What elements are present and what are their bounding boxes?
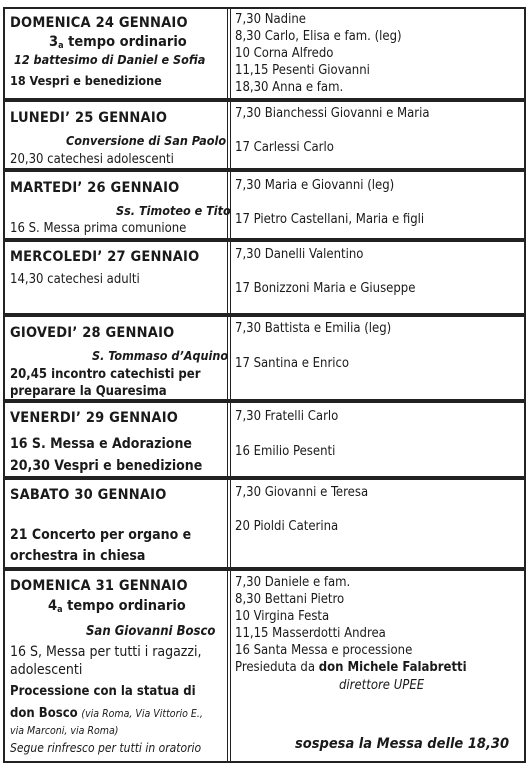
- note: orchestra in chiesa: [10, 548, 146, 564]
- mass-item: 17 Bonizzoni Maria e Giuseppe: [235, 281, 416, 296]
- mass-item: 16 Emilio Pesenti: [235, 444, 336, 459]
- column-divider: [227, 9, 231, 98]
- liturgical-time: $3_a$ tempo ordinario: [49, 34, 187, 51]
- feast-name: Conversione di San Paolo: [66, 133, 227, 148]
- feast-name: S. Tommaso d’Aquino: [92, 348, 229, 363]
- note: Segue rinfresco per tutti in oratorio: [10, 741, 202, 755]
- row-monday-25: [3, 100, 526, 170]
- mass-item: 7,30 Fratelli Carlo: [235, 409, 339, 424]
- note: 21 Concerto per organo e: [10, 527, 192, 543]
- mass-item: 10 Corna Alfredo: [235, 46, 334, 61]
- mass-item: 7,30 Daniele e fam.: [235, 575, 351, 590]
- column-divider: [227, 403, 231, 476]
- column-divider: [227, 242, 231, 313]
- feast-name: Ss. Timoteo e Tito: [116, 203, 231, 218]
- row-friday-29: [3, 401, 526, 478]
- mass-item: 7,30 Maria e Giovanni (leg): [235, 178, 395, 193]
- day-title: VENERDI’ 29 GENNAIO: [10, 410, 179, 426]
- mass-item: 17 Carlessi Carlo: [235, 140, 334, 155]
- mass-item: 10 Virgina Festa: [235, 609, 330, 624]
- route-note: via Marconi, via Roma): [10, 725, 119, 737]
- mass-item: 20 Pioldi Caterina: [235, 519, 339, 534]
- mass-item: 11,15 Masserdotti Andrea: [235, 626, 386, 641]
- row-tuesday-26: [3, 170, 526, 240]
- column-divider: [227, 102, 231, 168]
- note: adolescenti: [10, 662, 83, 678]
- day-title: DOMENICA 31 GENNAIO: [10, 578, 188, 594]
- row-sunday-24: [3, 7, 526, 100]
- column-divider: [227, 571, 231, 761]
- note: 20,45 incontro catechisti per: [10, 367, 201, 382]
- note: 14,30 catechesi adulti: [10, 272, 140, 287]
- note: 16 S, Messa per tutti i ragazzi,: [10, 644, 202, 660]
- column-divider: [227, 480, 231, 567]
- row-wednesday-27: [3, 240, 526, 315]
- note: don Bosco (via Roma, Via Vittorio E.,: [10, 706, 203, 721]
- presided-role: direttore UPEE: [339, 678, 425, 693]
- day-title: MERCOLEDI’ 27 GENNAIO: [10, 249, 200, 265]
- presided-line: Presieduta da don Michele Falabretti: [235, 660, 467, 675]
- note: Processione con la statua di: [10, 684, 196, 699]
- mass-item: 16 Santa Messa e processione: [235, 643, 413, 658]
- mass-item: 7,30 Bianchessi Giovanni e Maria: [235, 106, 430, 121]
- row-saturday-30: [3, 478, 526, 569]
- mass-item: 8,30 Carlo, Elisa e fam. (leg): [235, 29, 402, 44]
- mass-item: 7,30 Danelli Valentino: [235, 247, 364, 262]
- liturgical-time: $4_a$ tempo ordinario: [48, 598, 186, 615]
- mass-item: 8,30 Bettani Pietro: [235, 592, 345, 607]
- note: 16 S. Messa e Adorazione: [10, 436, 192, 452]
- note: 20,30 catechesi adolescenti: [10, 152, 174, 167]
- note: preparare la Quaresima: [10, 384, 167, 399]
- day-title: SABATO 30 GENNAIO: [10, 487, 167, 503]
- saint-name: San Giovanni Bosco: [86, 624, 216, 639]
- suspended-notice: sospesa la Messa delle 18,30: [295, 736, 510, 752]
- mass-item: 18,30 Anna e fam.: [235, 80, 344, 95]
- mass-item: 17 Santina e Enrico: [235, 356, 350, 371]
- day-title: GIOVEDI’ 28 GENNAIO: [10, 325, 175, 341]
- day-title: MARTEDI’ 26 GENNAIO: [10, 180, 180, 196]
- mass-item: 11,15 Pesenti Giovanni: [235, 63, 370, 78]
- mass-item: 17 Pietro Castellani, Maria e figli: [235, 212, 425, 227]
- mass-item: 7,30 Battista e Emilia (leg): [235, 321, 392, 336]
- day-title: DOMENICA 24 GENNAIO: [10, 15, 188, 31]
- day-title: LUNEDI’ 25 GENNAIO: [10, 110, 168, 126]
- mass-item: 7,30 Giovanni e Teresa: [235, 485, 369, 500]
- note: 20,30 Vespri e benedizione: [10, 458, 203, 474]
- row-thursday-28: [3, 315, 526, 401]
- note: 12 battesimo di Daniel e Sofia: [14, 52, 206, 67]
- row-sunday-31: [3, 569, 526, 763]
- mass-item: 7,30 Nadine: [235, 12, 306, 27]
- note: 16 S. Messa prima comunione: [10, 221, 187, 236]
- note: 18 Vespri e benedizione: [10, 73, 162, 88]
